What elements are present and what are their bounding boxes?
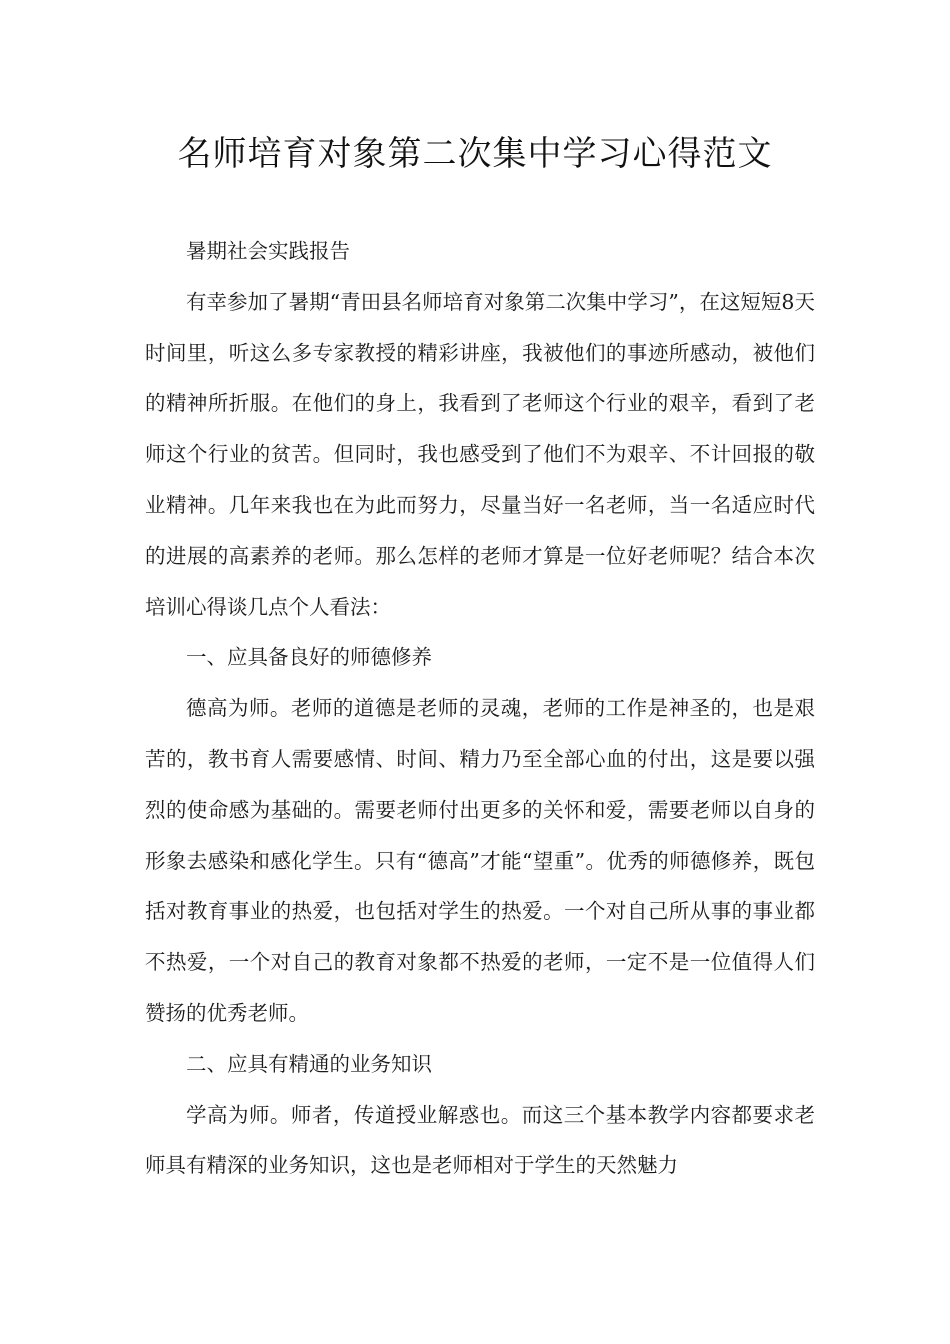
document-title: 名师培育对象第二次集中学习心得范文 [177, 134, 773, 174]
section-heading-1: 一、应具备良好的师德修养 [186, 645, 432, 670]
paragraph-section-1: 德高为师。老师的道德是老师的灵魂，老师的工作是神圣的，也是艰苦的，教书育人需要感情、时间、精力乃至全部心血的付出，这是要以强烈的使命感为基础的。需要老师付出更多的关怀和爱，需要老师以自身的形象去感染和感化学生。只有“德高”才能“望重”。优秀的师德修养，既包括对教育事业的热爱，也包括对学生的热爱。一个对自己所从事的事业都不热爱，一个对自己的教育对象都不热爱的老师，一定不是一位值得人们赞扬的优秀老师。 [145, 696, 815, 1025]
paragraph-intro: 有幸参加了暑期“青田县名师培育对象第二次集中学习”，在这短短8天时间里，听这么多专家教授的精彩讲座，我被他们的事迹所感动，被他们的精神所折服。在他们的身上，我看到了老师这个行业的艰辛，看到了老师这个行业的贫苦。但同时，我也感受到了他们不为艰辛、不计回报的敬业精神。几年来我也在为此而努力，尽量当好一名老师，当一名适应时代的进展的高素养的老师。那么怎样的老师才算是一位好老师呢？结合本次培训心得谈几点个人看法： [145, 289, 815, 619]
paragraph-section-2: 学高为师。师者，传道授业解惑也。而这三个基本教学内容都要求老师具有精深的业务知识，这也是老师相对于学生的天然魅力 [145, 1102, 815, 1178]
section-heading-2: 二、应具有精通的业务知识 [186, 1051, 432, 1076]
document-body [145, 226, 815, 1191]
subtitle-line: 暑期社会实践报告 [186, 239, 350, 263]
